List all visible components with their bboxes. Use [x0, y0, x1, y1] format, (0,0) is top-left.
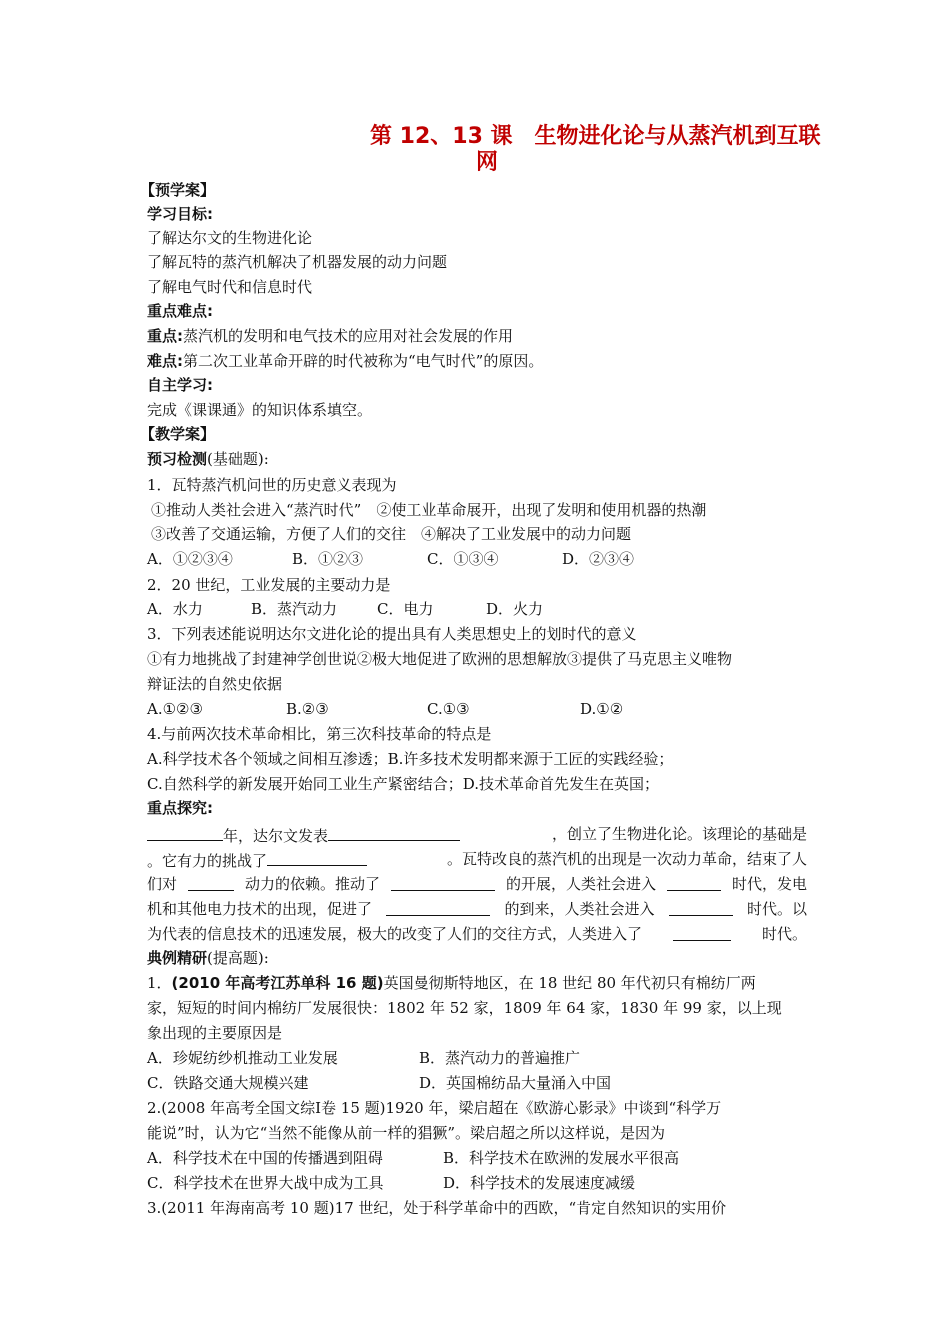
- q4-option-line: C.自然科学的新发展开始同工业生产紧密结合；D.技术革命首先发生在英国；: [147, 775, 659, 793]
- key-point-text: 蒸汽机的发明和电气技术的应用对社会发展的作用: [183, 327, 514, 345]
- fill-blank[interactable]: [669, 899, 733, 916]
- q1-option: C．①③④: [427, 550, 499, 568]
- fill-blank[interactable]: [147, 824, 223, 841]
- q1-option: D．②③④: [562, 550, 635, 568]
- goal-item: 了解电气时代和信息时代: [147, 278, 313, 296]
- fill-text: 动力的依赖。推动了: [244, 875, 380, 893]
- fill-blank[interactable]: [386, 899, 490, 916]
- e1-text: 英国曼彻斯特地区，在 18 世纪 80 年代初只有棉纺厂两: [383, 974, 756, 992]
- q4-stem: 4.与前两次技术革命相比，第三次科技革命的特点是: [147, 725, 492, 743]
- key-point-line: [147, 326, 513, 346]
- q2-stem: 2．20 世纪，工业发展的主要动力是: [147, 576, 391, 594]
- section-header-teach: 【教学案】: [140, 425, 216, 443]
- q1-option: A．①②③④: [147, 550, 233, 568]
- q1-statement-line: ③改善了交通运输，方便了人们的交往 ④解决了工业发展中的动力问题: [151, 525, 632, 543]
- fill-text: 年，达尔文发表: [223, 827, 329, 845]
- lesson-title-line2: 网: [476, 150, 499, 175]
- explore-label: 重点探究:: [147, 799, 213, 817]
- difficulty-prefix: 难点:: [147, 352, 183, 370]
- fill-text: 的开展，人类社会进入: [505, 875, 656, 893]
- q3-option: B.②③: [286, 700, 329, 718]
- lesson-title-line1: 第 12、13 课 生物进化论与从蒸汽机到互联: [370, 124, 821, 149]
- e2-text: 2.(2008 年高考全国文综Ⅰ卷 15 题)1920 年，梁启超在《欧游心影录》中谈到“科学万: [147, 1099, 722, 1117]
- key-difficulty-label: 重点难点:: [147, 302, 213, 320]
- goals-label: 学习目标:: [147, 205, 213, 223]
- q3-option: D.①②: [580, 700, 624, 718]
- q3-statement-line: ①有力地挑战了封建神学创世说②极大地促进了欧洲的思想解放③提供了马克思主义唯物: [147, 650, 733, 668]
- fill-blank[interactable]: [188, 874, 234, 891]
- fill-line: [147, 824, 807, 846]
- fill-line: [147, 849, 807, 871]
- preview-check-heading: [147, 449, 269, 469]
- fill-blank[interactable]: [667, 874, 721, 891]
- q2-option: D．火力: [486, 600, 544, 618]
- goal-item: 了解达尔文的生物进化论: [147, 229, 313, 247]
- key-point-prefix: 重点:: [147, 327, 183, 345]
- q2-option: C．电力: [377, 600, 434, 618]
- q4-option-line: A.科学技术各个领域之间相互渗透；B.许多技术发明都来源于工匠的实践经验；: [147, 750, 674, 768]
- fill-blank[interactable]: [267, 849, 367, 866]
- e2-option: B．科学技术在欧洲的发展水平很高: [443, 1149, 680, 1167]
- fill-text: 机和其他电力技术的出现，促进了: [147, 900, 373, 918]
- e3-text: 3.(2011 年海南高考 10 题)17 世纪，处于科学革命中的西欧，“肯定自然知识的实用价: [147, 1199, 727, 1217]
- e1-option: A．珍妮纺纱机推动工业发展: [147, 1049, 338, 1067]
- fill-line: [147, 874, 807, 894]
- example-heading: [147, 948, 269, 968]
- fill-blank[interactable]: [673, 924, 731, 941]
- q3-statement-line: 辩证法的自然史依据: [147, 675, 283, 693]
- e1-option: B．蒸汽动力的普遍推广: [419, 1049, 581, 1067]
- preview-check-label: 预习检测: [147, 450, 208, 468]
- fill-blank[interactable]: [328, 824, 460, 841]
- fill-text: 时代，发电: [731, 875, 807, 893]
- e1-text: 家，短短的时间内棉纺厂发展很快：1802 年 52 家，1809 年 64 家，1830 年 99 家，以上现: [147, 999, 782, 1017]
- q3-stem: 3．下列表述能说明达尔文进化论的提出具有人类思想史上的划时代的意义: [147, 625, 637, 643]
- e1-option: C．铁路交通大规模兴建: [147, 1074, 309, 1092]
- self-study-label: 自主学习:: [147, 376, 213, 394]
- fill-text: 们对: [147, 875, 178, 893]
- example-label: 典例精研: [147, 949, 208, 967]
- e2-option: A．科学技术在中国的传播遇到阻碍: [147, 1149, 383, 1167]
- fill-text: 。瓦特改良的蒸汽机的出现是一次动力革命，结束了人: [446, 850, 807, 868]
- e1-source: (2010 年高考江苏单科 16 题): [171, 974, 384, 992]
- e1-option: D．英国棉纺品大量涌入中国: [419, 1074, 612, 1092]
- q3-option: C.①③: [427, 700, 470, 718]
- fill-text: 为代表的信息技术的迅速发展，极大的改变了人们的交往方式，人类进入了: [147, 925, 643, 943]
- q1-statement-line: ①推动人类社会进入“蒸汽时代” ②使工业革命展开，出现了发明和使用机器的热潮: [151, 501, 707, 519]
- q1-stem: 1．瓦特蒸汽机问世的历史意义表现为: [147, 476, 397, 494]
- difficulty-text: 第二次工业革命开辟的时代被称为“电气时代”的原因。: [183, 352, 544, 370]
- self-study-text: 完成《课课通》的知识体系填空。: [147, 401, 373, 419]
- e1-stem: [147, 973, 756, 993]
- difficulty-line: [147, 351, 543, 371]
- e1-number: 1．: [147, 974, 172, 992]
- q1-option: B．①②③: [292, 550, 364, 568]
- section-header-pre: 【预学案】: [140, 181, 216, 199]
- example-note: (提高题):: [207, 949, 269, 967]
- e1-text: 象出现的主要原因是: [147, 1024, 283, 1042]
- e2-text: 能说”时，认为它“当然不能像从前一样的猖獗”。梁启超之所以这样说，是因为: [147, 1124, 666, 1142]
- fill-text: 时代。: [761, 925, 807, 943]
- fill-line: [147, 899, 807, 919]
- q3-option: A.①②③: [147, 700, 203, 718]
- fill-text: ，创立了生物进化论。该理论的基础是: [551, 825, 807, 843]
- q2-option: A．水力: [147, 600, 203, 618]
- fill-text: 。它有力的挑战了: [147, 852, 268, 870]
- preview-check-note: (基础题):: [207, 450, 269, 468]
- q2-option: B．蒸汽动力: [251, 600, 338, 618]
- e2-option: D．科学技术的发展速度减缓: [443, 1174, 636, 1192]
- goal-item: 了解瓦特的蒸汽机解决了机器发展的动力问题: [147, 253, 448, 271]
- fill-text: 的到来，人类社会进入: [504, 900, 655, 918]
- fill-line: [147, 924, 807, 944]
- e2-option: C．科学技术在世界大战中成为工具: [147, 1174, 384, 1192]
- fill-blank[interactable]: [391, 874, 495, 891]
- fill-text: 时代。以: [746, 900, 807, 918]
